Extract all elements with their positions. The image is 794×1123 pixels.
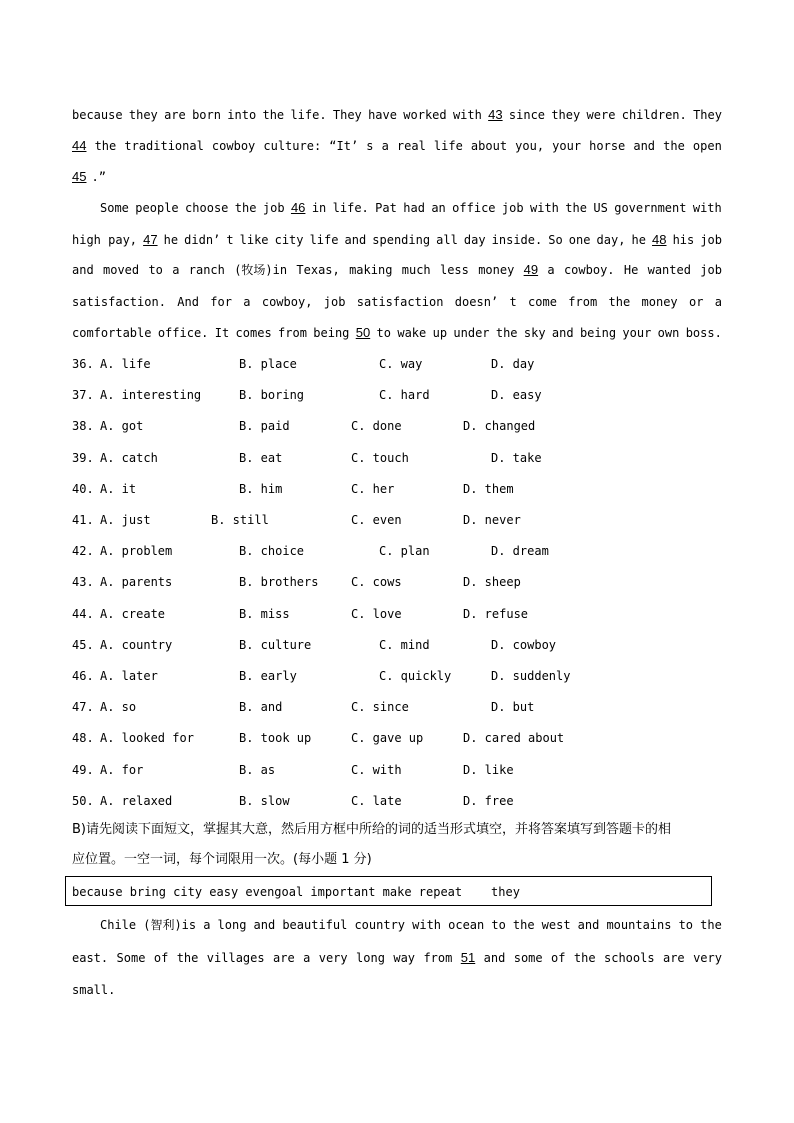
blank-number: 46 [290, 200, 306, 215]
passage-word: mountains [606, 918, 672, 932]
passage-word: real [396, 139, 426, 153]
answer-option[interactable]: A. it [100, 481, 137, 496]
passage-word: a [243, 295, 251, 309]
answer-option[interactable]: B. took up [239, 731, 312, 746]
passage-word: office [452, 201, 496, 215]
passage-word: inside. [491, 233, 543, 247]
passage-word: the [608, 295, 631, 309]
answer-option[interactable]: A. country [100, 637, 173, 652]
passage-word: less [439, 263, 469, 277]
answer-option[interactable]: A. later [100, 669, 158, 683]
passage-word: the [573, 951, 596, 965]
passage-word: you, [515, 139, 545, 153]
answer-option[interactable]: D. take [491, 450, 542, 465]
blank-number: 48 [652, 232, 667, 247]
passage-word: his [672, 233, 695, 247]
passage-word: job [262, 201, 285, 215]
passage-word: are [662, 951, 685, 965]
passage-word: or [688, 295, 704, 309]
passage-word: wake [397, 326, 427, 340]
passage-word: open [692, 139, 722, 153]
answer-option[interactable]: C. mind [379, 637, 430, 652]
question-number: 45. [72, 637, 94, 652]
passage-word: money [641, 295, 678, 309]
passage-word: Chile [100, 918, 137, 932]
passage-word: cowboy, [261, 295, 313, 309]
answer-option[interactable]: B. choice [239, 544, 305, 559]
passage-word: way [393, 951, 416, 965]
passage-word: own [657, 326, 680, 340]
answer-option[interactable]: A. got [100, 419, 144, 434]
passage-word: your [552, 139, 582, 153]
answer-option[interactable]: B. as [239, 762, 276, 777]
passage-word: (牧场)in [234, 263, 288, 277]
answer-option[interactable]: C. gave up [351, 731, 424, 746]
passage-word: the [262, 108, 285, 122]
passage-word: since [508, 108, 546, 122]
section-b-instruction-line-1: B)请先阅读下面短文，掌握其大意，然后用方框中所给的词的适当形式填空，并将答案填写到答题卡的相 [72, 822, 671, 837]
answer-option[interactable]: C. her [351, 481, 395, 496]
passage-word: because [72, 108, 123, 122]
passage-word: doesn’ [454, 295, 499, 309]
passage-word: some [513, 951, 543, 965]
passage-line [72, 260, 722, 280]
passage-word: are [164, 108, 186, 122]
word-box-text: because bring city easy evengoal important make repeat they [72, 885, 520, 899]
passage-word: didn’ [184, 233, 221, 247]
passage-line [100, 915, 722, 935]
passage-word: (智利)is [143, 918, 197, 932]
answer-option[interactable]: B. him [239, 481, 283, 496]
answer-option[interactable]: B. boring [239, 388, 305, 403]
passage-word: a [547, 263, 555, 277]
passage-word: “It’ [329, 139, 359, 153]
passage-word: much [401, 263, 431, 277]
blank-number: 51 [460, 950, 476, 965]
passage-word: government [614, 201, 687, 215]
passage-word: in [311, 201, 327, 215]
answer-option[interactable]: C. quickly [379, 669, 452, 683]
passage-word: a [203, 918, 211, 932]
passage-word: It [214, 326, 230, 340]
passage-word: the [94, 139, 117, 153]
passage-word: come [528, 295, 557, 309]
answer-option[interactable]: C. hard [379, 388, 430, 403]
passage-word: culture: [263, 139, 322, 153]
passage-word: comes [235, 326, 272, 340]
passage-word: an [431, 201, 446, 215]
answer-option[interactable]: D. sheep [463, 575, 521, 590]
passage-word: to [376, 326, 391, 340]
passage-word: a [303, 951, 311, 965]
passage-line [72, 136, 722, 156]
passage-word: spending [372, 233, 431, 247]
passage-line [100, 198, 722, 218]
passage-word: US [593, 201, 608, 215]
answer-option[interactable]: B. brothers [239, 575, 319, 590]
passage-word: and [72, 263, 94, 277]
passage-word: one [568, 233, 591, 247]
passage-word: job [323, 295, 346, 309]
answer-option[interactable]: C. late [351, 793, 402, 808]
answer-option[interactable]: A. relaxed [100, 793, 173, 808]
answer-option[interactable]: D. easy [491, 388, 542, 403]
question-number: 39. [72, 450, 94, 465]
passage-word: They [693, 108, 722, 122]
passage-word: from [568, 295, 598, 309]
passage-word: comfortable [72, 326, 152, 340]
answer-option[interactable]: A. just [100, 513, 151, 527]
passage-word: cowboy [211, 139, 256, 153]
answer-option[interactable]: A. interesting [100, 388, 202, 403]
passage-word: choose [185, 201, 229, 215]
passage-word: were [586, 108, 616, 122]
word-box [65, 876, 712, 906]
passage-word: sky [523, 326, 546, 340]
passage-line [72, 167, 722, 187]
passage-word: cowboy. [563, 263, 615, 277]
passage-word: Some [116, 951, 146, 965]
answer-option[interactable]: D. free [463, 793, 514, 808]
passage-word: all [436, 233, 458, 247]
passage-word: being [313, 326, 350, 340]
passage-word: to [491, 918, 506, 932]
passage-word: and [253, 918, 276, 932]
answer-option[interactable]: A. problem [100, 544, 173, 559]
passage-word: country [354, 918, 406, 932]
passage-word: ranch [188, 263, 225, 277]
passage-word: a [172, 263, 180, 277]
passage-word: t [226, 233, 234, 247]
blank-number: 44 [72, 138, 87, 153]
passage-word: west [541, 918, 571, 932]
passage-word: of [551, 951, 566, 965]
passage-word: a [714, 295, 722, 309]
passage-word: Pat [375, 201, 397, 215]
answer-option[interactable]: D. like [463, 762, 514, 777]
passage-word: and [577, 918, 600, 932]
passage-word: with [452, 108, 482, 122]
passage-word: horse [589, 139, 626, 153]
passage-word: up [432, 326, 448, 340]
passage-word: day [463, 233, 486, 247]
passage-word: moved [103, 263, 140, 277]
answer-option[interactable]: B. place [239, 357, 297, 371]
passage-line [72, 980, 722, 1000]
passage-word: Some [100, 201, 129, 215]
answer-option[interactable]: D. suddenly [491, 669, 571, 683]
passage-word: ocean [448, 918, 485, 932]
passage-word: the [495, 326, 518, 340]
answer-option[interactable]: C. love [351, 606, 402, 621]
passage-word: and [551, 326, 574, 340]
answer-option[interactable]: D. dream [491, 544, 549, 559]
passage-word: the [565, 201, 587, 215]
question-number: 47. [72, 700, 94, 715]
section-b-instruction-line-2: 应位置。一空一词，每个词限用一次。(每小题 1 分) [72, 852, 372, 867]
passage-word: making [349, 263, 393, 277]
passage-word: he [163, 233, 179, 247]
passage-word: being [579, 326, 617, 340]
passage-word: worked [403, 108, 447, 122]
passage-word: into [227, 108, 257, 122]
passage-word: long [356, 951, 385, 965]
passage-word: small. [72, 983, 116, 997]
passage-word: people [135, 201, 179, 215]
passage-word: your [622, 326, 652, 340]
passage-word: he [631, 233, 646, 247]
answer-option[interactable]: C. plan [379, 544, 430, 559]
passage-word: life. [332, 201, 369, 215]
passage-word: office. [157, 326, 209, 340]
question-number: 41. [72, 513, 94, 527]
passage-line [72, 323, 722, 343]
passage-word: born [192, 108, 221, 122]
answer-option[interactable]: B. slow [239, 793, 290, 808]
answer-option[interactable]: D. changed [463, 419, 536, 434]
passage-word: under [453, 326, 490, 340]
answer-option[interactable]: A. life [100, 357, 151, 371]
passage-word: life [433, 139, 463, 153]
answer-option[interactable]: D. them [463, 481, 514, 496]
answer-option[interactable]: D. never [463, 513, 521, 527]
passage-word: with [530, 201, 559, 215]
passage-word: s [366, 139, 374, 153]
question-number: 40. [72, 481, 94, 496]
passage-word: t [509, 295, 517, 309]
passage-word: day, [596, 233, 626, 247]
passage-word: beautiful [282, 918, 348, 932]
passage-word: they [128, 108, 158, 122]
answer-option[interactable]: A. catch [100, 450, 158, 465]
passage-word: job [700, 233, 722, 247]
answer-option[interactable]: B. eat [239, 450, 283, 465]
answer-option[interactable]: B. paid [239, 419, 290, 434]
passage-word: And [177, 295, 199, 309]
passage-word: schools [604, 951, 655, 965]
answer-option[interactable]: D. refuse [463, 606, 529, 621]
passage-word: and [483, 951, 506, 965]
passage-word: life. [290, 108, 327, 122]
passage-word: and [633, 139, 656, 153]
answer-option[interactable]: A. parents [100, 575, 173, 590]
question-number: 46. [72, 669, 94, 683]
passage-word: money [478, 263, 515, 277]
passage-word: with [692, 201, 722, 215]
answer-option[interactable]: B. culture [239, 637, 312, 652]
passage-word: .” [91, 170, 106, 184]
passage-word: the [176, 951, 199, 965]
answer-option[interactable]: C. done [351, 419, 402, 434]
passage-word: they [551, 108, 581, 122]
answer-option[interactable]: B. still [211, 513, 269, 527]
passage-word: a [381, 139, 389, 153]
passage-word: long [217, 918, 247, 932]
passage-word: from [278, 326, 307, 340]
passage-word: to [678, 918, 694, 932]
answer-option[interactable]: C. touch [351, 450, 409, 465]
passage-word: Texas, [296, 263, 340, 277]
blank-number: 47 [143, 232, 158, 247]
question-number: 38. [72, 419, 94, 434]
question-number: 50. [72, 793, 94, 808]
passage-word: like [239, 233, 269, 247]
question-number: 43. [72, 575, 94, 590]
passage-word: east. [72, 951, 109, 965]
passage-word: are [273, 951, 295, 965]
answer-option[interactable]: A. create [100, 606, 166, 621]
question-number: 44. [72, 606, 94, 621]
answer-option[interactable]: B. early [239, 669, 297, 683]
passage-line [72, 292, 722, 312]
question-number: 37. [72, 388, 94, 403]
passage-word: about [470, 139, 508, 153]
passage-word: boss. [685, 326, 722, 340]
passage-word: the [512, 918, 535, 932]
answer-option[interactable]: C. with [351, 762, 402, 777]
passage-word: job [700, 263, 722, 277]
answer-option[interactable]: D. but [491, 700, 535, 715]
passage-line [72, 948, 722, 968]
answer-option[interactable]: C. even [351, 513, 402, 527]
answer-option[interactable]: A. so [100, 700, 137, 715]
passage-word: job [501, 201, 524, 215]
blank-number: 43 [488, 107, 503, 122]
answer-option[interactable]: D. cared about [463, 731, 565, 746]
passage-word: the [700, 918, 722, 932]
question-number: 36. [72, 357, 94, 371]
passage-word: for [210, 295, 232, 309]
passage-word: wanted [647, 263, 691, 277]
answer-option[interactable]: A. looked for [100, 731, 194, 746]
passage-word: the [234, 201, 257, 215]
blank-number: 50 [355, 325, 371, 340]
passage-word: have [368, 108, 397, 122]
passage-word: to [148, 263, 163, 277]
passage-word: very [693, 951, 722, 965]
passage-word: traditional [124, 139, 204, 153]
passage-word: So [548, 233, 563, 247]
passage-word: children. [621, 108, 687, 122]
passage-word: high pay, [72, 233, 138, 247]
passage-word: villages [206, 951, 265, 965]
question-number: 48. [72, 731, 94, 746]
passage-word: They [332, 108, 362, 122]
passage-word: from [423, 951, 453, 965]
answer-option[interactable]: D. day [491, 357, 535, 371]
passage-word: life [309, 233, 339, 247]
passage-word: had [403, 201, 425, 215]
blank-number: 49 [523, 262, 539, 277]
answer-option[interactable]: C. way [379, 357, 423, 371]
answer-option[interactable]: C. since [351, 700, 409, 715]
passage-word: of [153, 951, 169, 965]
question-number: 42. [72, 544, 94, 559]
answer-option[interactable]: A. for [100, 762, 144, 777]
passage-line [72, 230, 722, 250]
blank-number: 45 [72, 169, 87, 184]
passage-word: satisfaction. [72, 295, 166, 309]
passage-word: He [623, 263, 639, 277]
passage-word: city [274, 233, 304, 247]
passage-word: the [663, 139, 685, 153]
answer-option[interactable]: C. cows [351, 575, 402, 590]
question-number: 49. [72, 762, 94, 777]
passage-word: satisfaction [356, 295, 444, 309]
passage-word: with [412, 918, 442, 932]
answer-option[interactable]: B. miss [239, 606, 290, 621]
answer-option[interactable]: D. cowboy [491, 637, 557, 652]
passage-word: and [344, 233, 367, 247]
passage-word: very [318, 951, 348, 965]
passage-line [72, 105, 722, 125]
answer-option[interactable]: B. and [239, 700, 283, 715]
